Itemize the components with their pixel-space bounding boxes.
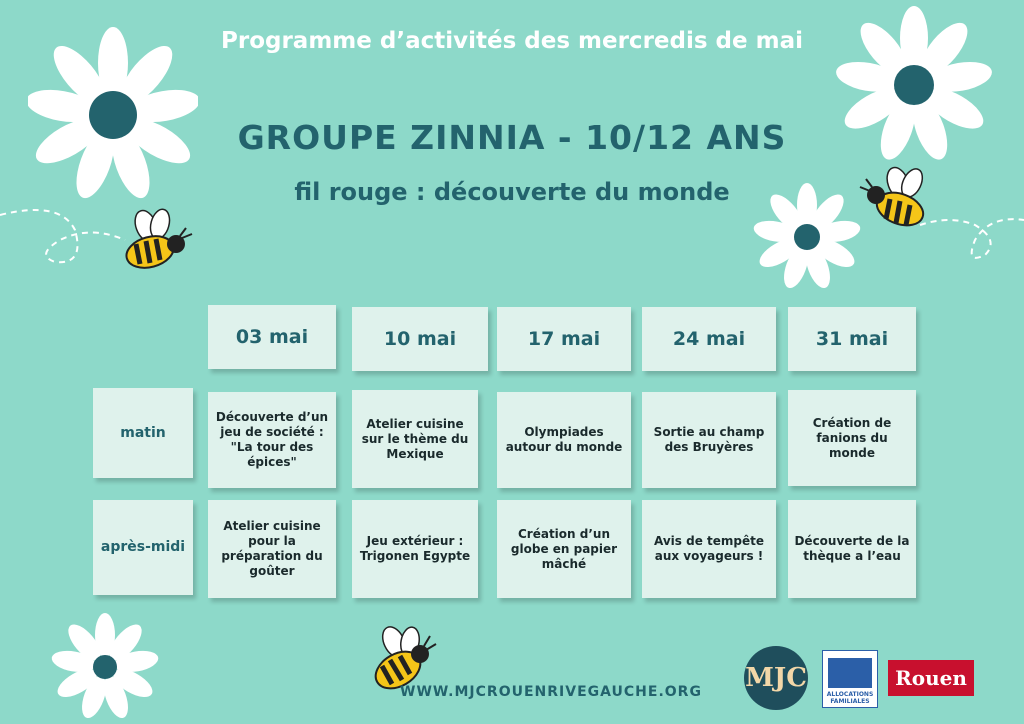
daisy-icon <box>50 612 160 722</box>
activity-cell: Découverte d’un jeu de société : "La tour des épices" <box>208 392 336 488</box>
date-header: 31 mai <box>788 307 916 371</box>
activity-cell: Atelier cuisine pour la préparation du goûter <box>208 500 336 598</box>
activity-cell: Olympiades autour du monde <box>497 392 631 488</box>
rouen-logo: Rouen <box>888 660 974 696</box>
date-header: 10 mai <box>352 307 488 371</box>
activity-cell: Sortie au champ des Bruyères <box>642 392 776 488</box>
mjc-logo: MJC <box>744 646 808 710</box>
activity-cell: Jeu extérieur : Trigonen Egypte <box>352 500 478 598</box>
date-header: 03 mai <box>208 305 336 369</box>
bee-icon <box>118 208 198 274</box>
caf-emblem-icon <box>828 658 872 688</box>
activity-cell: Création de fanions du monde <box>788 390 916 486</box>
theme-subtitle: fil rouge : découverte du monde <box>294 178 730 206</box>
activity-cell: Avis de tempête aux voyageurs ! <box>642 500 776 598</box>
row-label-matin: matin <box>93 388 193 478</box>
page-title: Programme d’activités des mercredis de mai <box>221 28 803 54</box>
website-link[interactable]: WWW.MJCROUENRIVEGAUCHE.ORG <box>400 684 702 700</box>
date-header: 17 mai <box>497 307 631 371</box>
caf-logo: ALLOCATIONS FAMILIALES <box>822 650 878 708</box>
row-label-apres-midi: après-midi <box>93 500 193 595</box>
group-heading: GROUPE ZINNIA - 10/12 ANS <box>237 118 787 157</box>
date-header: 24 mai <box>642 307 776 371</box>
activity-cell: Atelier cuisine sur le thème du Mexique <box>352 390 478 488</box>
activity-cell: Découverte de la thèque a l’eau <box>788 500 916 598</box>
activity-cell: Création d’un globe en papier mâché <box>497 500 631 598</box>
